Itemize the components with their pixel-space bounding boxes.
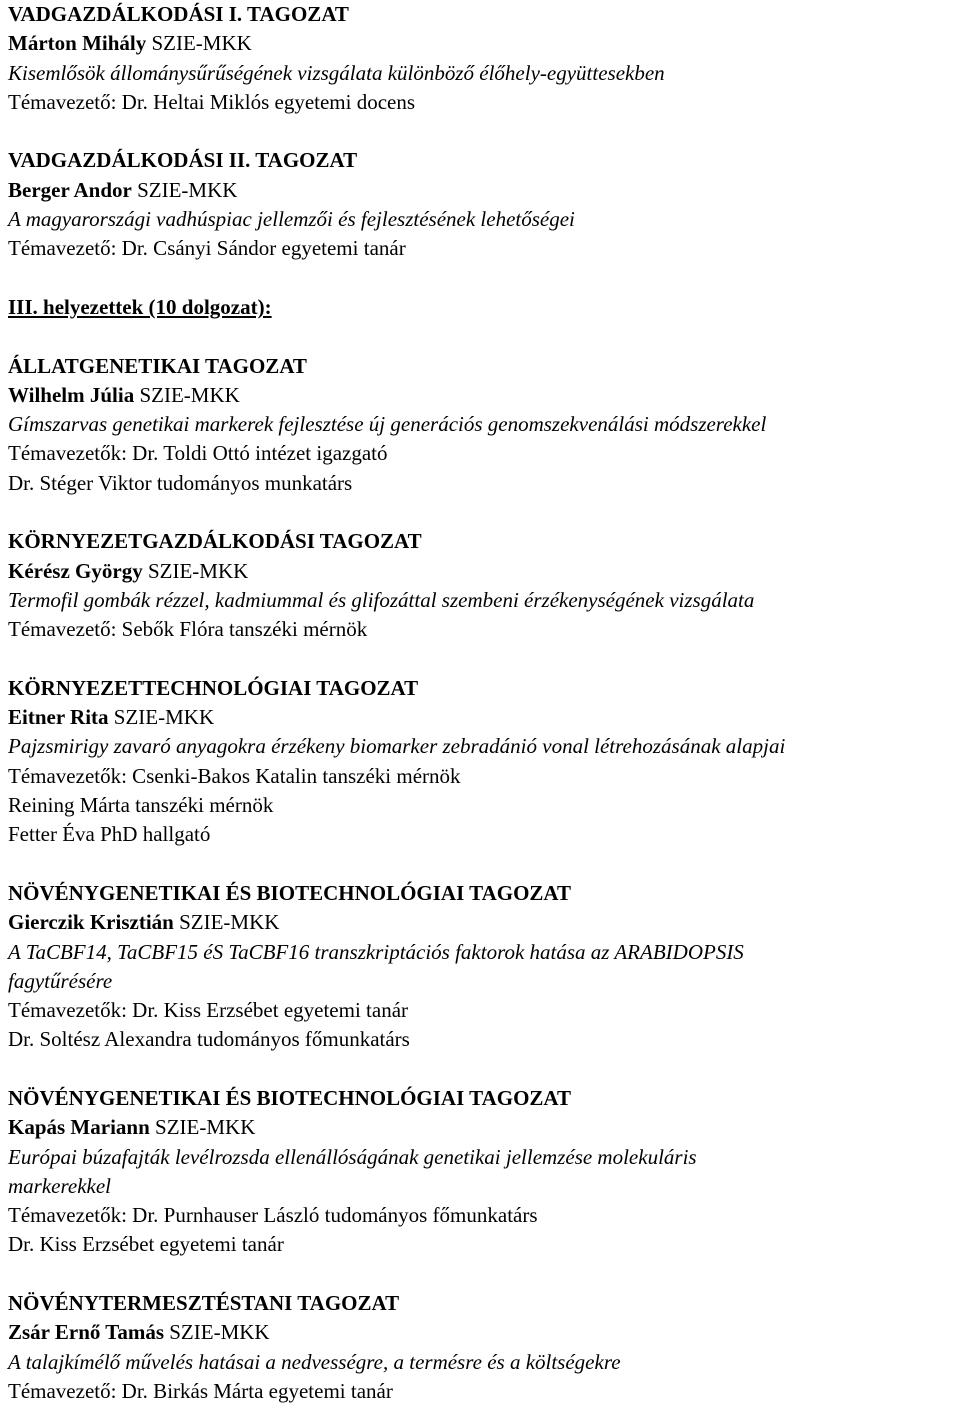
author-affiliation: SZIE-MKK bbox=[179, 910, 280, 935]
thesis-title: Pajzsmirigy zavaró anyagokra érzékeny biomarker zebradánió vonal létrehozásának alapjai bbox=[8, 734, 786, 759]
spacer bbox=[8, 117, 958, 146]
entry bbox=[8, 879, 958, 1055]
supervisor-line: Fetter Éva PhD hallgató bbox=[8, 822, 211, 847]
entry bbox=[8, 352, 958, 498]
entry bbox=[8, 0, 958, 117]
author-name: Kapás Mariann bbox=[8, 1115, 150, 1140]
spacer bbox=[8, 1260, 958, 1289]
author-line bbox=[8, 1318, 958, 1347]
thesis-title: Termofil gombák rézzel, kadmiummal és glifozáttal szembeni érzékenységének vizsgálata bbox=[8, 587, 755, 612]
spacer bbox=[8, 1055, 958, 1084]
author-line bbox=[8, 908, 958, 937]
section-title: KÖRNYEZETGAZDÁLKODÁSI TAGOZAT bbox=[8, 529, 422, 554]
supervisor-line: Reining Márta tanszéki mérnök bbox=[8, 793, 274, 818]
supervisor-line: Dr. Soltész Alexandra tudományos főmunkatárs bbox=[8, 1027, 410, 1052]
document-page bbox=[8, 0, 958, 1406]
supervisor-line: Témavezetők: Dr. Toldi Ottó intézet igazgató bbox=[8, 441, 388, 466]
spacer bbox=[8, 264, 958, 293]
place-heading: III. helyezettek (10 dolgozat): bbox=[8, 294, 272, 319]
entry bbox=[8, 674, 958, 850]
supervisor-line: Témavezető: Dr. Birkás Márta egyetemi tanár bbox=[8, 1378, 393, 1403]
entry bbox=[8, 1289, 958, 1406]
author-name: Márton Mihály bbox=[8, 31, 147, 56]
entry bbox=[8, 1084, 958, 1260]
thesis-title: A magyarországi vadhúspiac jellemzői és fejlesztésének lehetőségei bbox=[8, 207, 575, 232]
author-affiliation: SZIE-MKK bbox=[151, 31, 252, 56]
author-affiliation: SZIE-MKK bbox=[155, 1115, 256, 1140]
section-title: NÖVÉNYGENETIKAI ÉS BIOTECHNOLÓGIAI TAGOZAT bbox=[8, 1085, 572, 1110]
author-line bbox=[8, 176, 958, 205]
thesis-title: Európai búzafajták levélrozsda ellenállóságának genetikai jellemzése molekuláris bbox=[8, 1144, 697, 1169]
supervisor-line: Témavezető: Dr. Heltai Miklós egyetemi docens bbox=[8, 89, 416, 114]
author-name: Gierczik Krisztián bbox=[8, 910, 174, 935]
supervisor-line: Témavezetők: Dr. Kiss Erzsébet egyetemi tanár bbox=[8, 998, 409, 1023]
thesis-title: Gímszarvas genetikai markerek fejlesztése új generációs genomszekvenálási módszerekkel bbox=[8, 412, 767, 437]
author-line bbox=[8, 703, 958, 732]
author-name: Eitner Rita bbox=[8, 705, 109, 730]
section-title: ÁLLATGENETIKAI TAGOZAT bbox=[8, 353, 307, 378]
author-affiliation: SZIE-MKK bbox=[113, 705, 215, 730]
supervisor-line: Témavezető: Sebők Flóra tanszéki mérnök bbox=[8, 617, 368, 642]
supervisor-line: Dr. Stéger Viktor tudományos munkatárs bbox=[8, 470, 353, 495]
author-name: Berger Andor bbox=[8, 177, 132, 202]
spacer bbox=[8, 850, 958, 879]
author-line bbox=[8, 29, 958, 58]
supervisor-line: Témavezetők: Dr. Purnhauser László tudományos főmunkatárs bbox=[8, 1203, 538, 1228]
thesis-title-continued: markerekkel bbox=[8, 1173, 111, 1198]
author-line bbox=[8, 557, 958, 586]
section-title: VADGAZDÁLKODÁSI II. TAGOZAT bbox=[8, 148, 358, 173]
thesis-title: A TaCBF14, TaCBF15 éS TaCBF16 transzkriptációs faktorok hatása az ARABIDOPSIS bbox=[8, 939, 744, 964]
supervisor-line: Témavezetők: Csenki-Bakos Katalin tanszéki mérnök bbox=[8, 763, 461, 788]
author-line bbox=[8, 1113, 958, 1142]
thesis-title: A talajkímélő művelés hatásai a nedvességre, a termésre és a költségekre bbox=[8, 1349, 621, 1374]
author-affiliation: SZIE-MKK bbox=[147, 558, 249, 583]
author-name: Kérész György bbox=[8, 558, 143, 583]
entry bbox=[8, 527, 958, 644]
supervisor-line: Témavezető: Dr. Csányi Sándor egyetemi tanár bbox=[8, 236, 406, 261]
author-affiliation: SZIE-MKK bbox=[139, 382, 240, 407]
section-title: VADGAZDÁLKODÁSI I. TAGOZAT bbox=[8, 2, 349, 26]
thesis-title-continued: fagytűrésére bbox=[8, 968, 113, 993]
spacer bbox=[8, 322, 958, 351]
author-affiliation: SZIE-MKK bbox=[169, 1320, 270, 1345]
section-title: NÖVÉNYTERMESZTÉSTANI TAGOZAT bbox=[8, 1291, 400, 1316]
author-line bbox=[8, 381, 958, 410]
author-name: Zsár Ernő Tamás bbox=[8, 1320, 164, 1345]
author-name: Wilhelm Júlia bbox=[8, 382, 135, 407]
thesis-title: Kisemlősök állománysűrűségének vizsgálata különböző élőhely-együttesekben bbox=[8, 60, 665, 85]
spacer bbox=[8, 645, 958, 674]
section-title: KÖRNYEZETTECHNOLÓGIAI TAGOZAT bbox=[8, 675, 419, 700]
section-title: NÖVÉNYGENETIKAI ÉS BIOTECHNOLÓGIAI TAGOZAT bbox=[8, 880, 572, 905]
entry bbox=[8, 146, 958, 263]
author-affiliation: SZIE-MKK bbox=[137, 177, 238, 202]
spacer bbox=[8, 498, 958, 527]
supervisor-line: Dr. Kiss Erzsébet egyetemi tanár bbox=[8, 1232, 284, 1257]
